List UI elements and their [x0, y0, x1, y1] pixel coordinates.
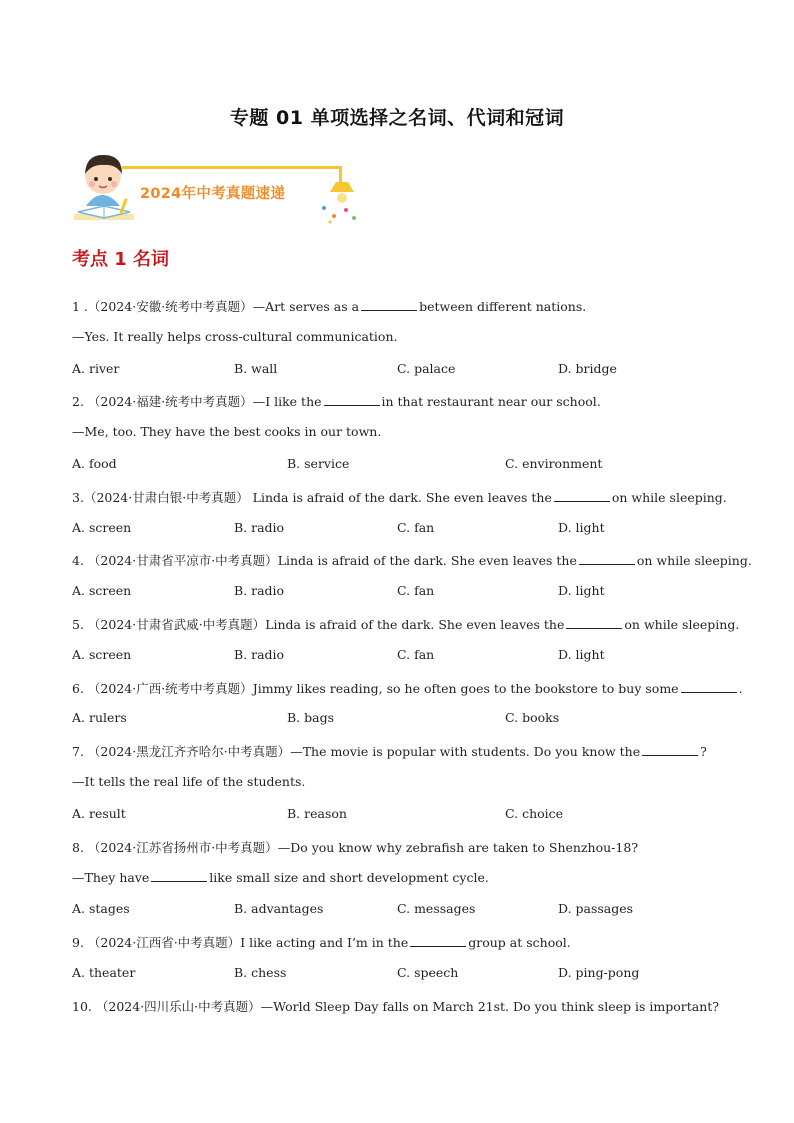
option-a: A. screen [72, 583, 132, 598]
question-number: 6. [72, 681, 84, 696]
option-c: C. messages [397, 901, 476, 916]
question-stem-end: on while sleeping. [611, 490, 727, 505]
question-number: 3. [72, 490, 84, 505]
option-d: D. ping-pong [558, 965, 640, 980]
option-d: D. light [558, 647, 605, 662]
option-a: A. screen [72, 647, 132, 662]
answer-blank [554, 489, 610, 502]
banner-label: 2024年中考真题速递 [140, 186, 286, 202]
answer-blank [324, 393, 380, 406]
question-stem: —Art serves as a [252, 299, 360, 314]
option-a: A. screen [72, 520, 132, 535]
option-b: B. chess [234, 965, 287, 980]
question-source: （2024·福建·统考中考真题） [87, 394, 253, 409]
reply-end: like small size and short development cycle. [209, 870, 489, 885]
question-stem: —I like the [252, 394, 322, 409]
option-d: D. bridge [558, 361, 617, 376]
question-stem: —Do you know why zebrafish are taken to Shenzhou-18? [277, 840, 639, 855]
question-stem-end: in that restaurant near our school. [381, 394, 601, 409]
option-a: A. result [72, 806, 126, 821]
question-source: （2024·黑龙江齐齐哈尔·中考真题） [87, 744, 291, 759]
option-a: A. food [72, 456, 117, 471]
question-source: （2024·江苏省扬州市·中考真题） [87, 840, 278, 855]
question-9 [72, 933, 571, 951]
option-a: A. river [72, 361, 120, 376]
question-source: （2024·甘肃省平凉市·中考真题） [87, 553, 278, 568]
answer-blank [151, 869, 207, 882]
question-number: 1 . [72, 299, 88, 314]
option-b: B. wall [234, 361, 278, 376]
section-banner [72, 146, 362, 228]
option-c: C. fan [397, 583, 435, 598]
option-b: B. bags [287, 710, 335, 725]
question-source: （2024·江西省·中考真题） [87, 935, 241, 950]
option-a: A. theater [72, 965, 136, 980]
option-d: D. light [558, 583, 605, 598]
question-source: （2024·四川乐山·中考真题） [95, 999, 261, 1014]
answer-blank [642, 743, 698, 756]
question-stem: Linda is afraid of the dark. She even leaves the [248, 490, 552, 505]
option-c: C. palace [397, 361, 456, 376]
reply-start: —They have [72, 870, 150, 885]
question-2 [72, 392, 601, 410]
option-d: D. passages [558, 901, 634, 916]
section-heading: 考点 1 名词 [72, 249, 170, 270]
question-stem: —World Sleep Day falls on March 21st. Do you think sleep is important? [260, 999, 719, 1014]
answer-blank [361, 298, 417, 311]
option-c: C. choice [505, 806, 564, 821]
page-title: 专题 01 单项选择之名词、代词和冠词 [229, 107, 565, 129]
question-stem: —The movie is popular with students. Do you know the [290, 744, 641, 759]
question-6 [72, 679, 743, 697]
question-stem: Linda is afraid of the dark. She even leaves the [265, 617, 565, 632]
answer-blank [579, 552, 635, 565]
question-stem-end: on while sleeping. [624, 617, 740, 632]
question-stem: Linda is afraid of the dark. She even leaves the [277, 553, 577, 568]
option-a: A. stages [72, 901, 130, 916]
answer-blank [681, 680, 737, 693]
question-number: 2. [72, 394, 84, 409]
question-2-reply: —Me, too. They have the best cooks in our town. [72, 424, 382, 439]
option-c: C. speech [397, 965, 459, 980]
question-stem-end: between different nations. [419, 299, 587, 314]
question-stem-end: on while sleeping. [636, 553, 752, 568]
question-1-reply: —Yes. It really helps cross-cultural communication. [72, 329, 398, 344]
question-stem-end: . [738, 681, 743, 696]
question-10 [72, 997, 719, 1015]
question-8 [72, 838, 638, 856]
question-source: （2024·甘肃白银·中考真题） [83, 490, 249, 505]
question-5 [72, 615, 739, 633]
option-b: B. radio [234, 520, 285, 535]
question-number: 8. [72, 840, 84, 855]
question-7 [72, 742, 707, 760]
question-number: 5. [72, 617, 84, 632]
option-b: B. advantages [234, 901, 324, 916]
option-c: C. books [505, 710, 560, 725]
question-8-reply [72, 869, 489, 885]
question-stem: Jimmy likes reading, so he often goes to the bookstore to buy some [252, 681, 679, 696]
question-1 [72, 297, 586, 315]
question-number: 4. [72, 553, 84, 568]
option-c: C. fan [397, 520, 435, 535]
question-stem-end: group at school. [468, 935, 571, 950]
question-source: （2024·甘肃省武威·中考真题） [87, 617, 266, 632]
question-stem: I like acting and I’m in the [240, 935, 409, 950]
question-3 [72, 488, 727, 506]
question-number: 10. [72, 999, 92, 1014]
question-number: 7. [72, 744, 84, 759]
question-7-reply: —It tells the real life of the students. [72, 774, 306, 789]
option-c: C. environment [505, 456, 603, 471]
question-4 [72, 551, 752, 569]
option-d: D. light [558, 520, 605, 535]
question-source: （2024·广西·统考中考真题） [87, 681, 253, 696]
option-b: B. service [287, 456, 350, 471]
option-b: B. radio [234, 647, 285, 662]
option-a: A. rulers [72, 710, 127, 725]
question-stem-end: ? [700, 744, 707, 759]
question-source: （2024·安徽·统考中考真题） [87, 299, 253, 314]
question-number: 9. [72, 935, 84, 950]
option-c: C. fan [397, 647, 435, 662]
answer-blank [410, 934, 466, 947]
answer-blank [566, 616, 622, 629]
option-b: B. reason [287, 806, 347, 821]
option-b: B. radio [234, 583, 285, 598]
